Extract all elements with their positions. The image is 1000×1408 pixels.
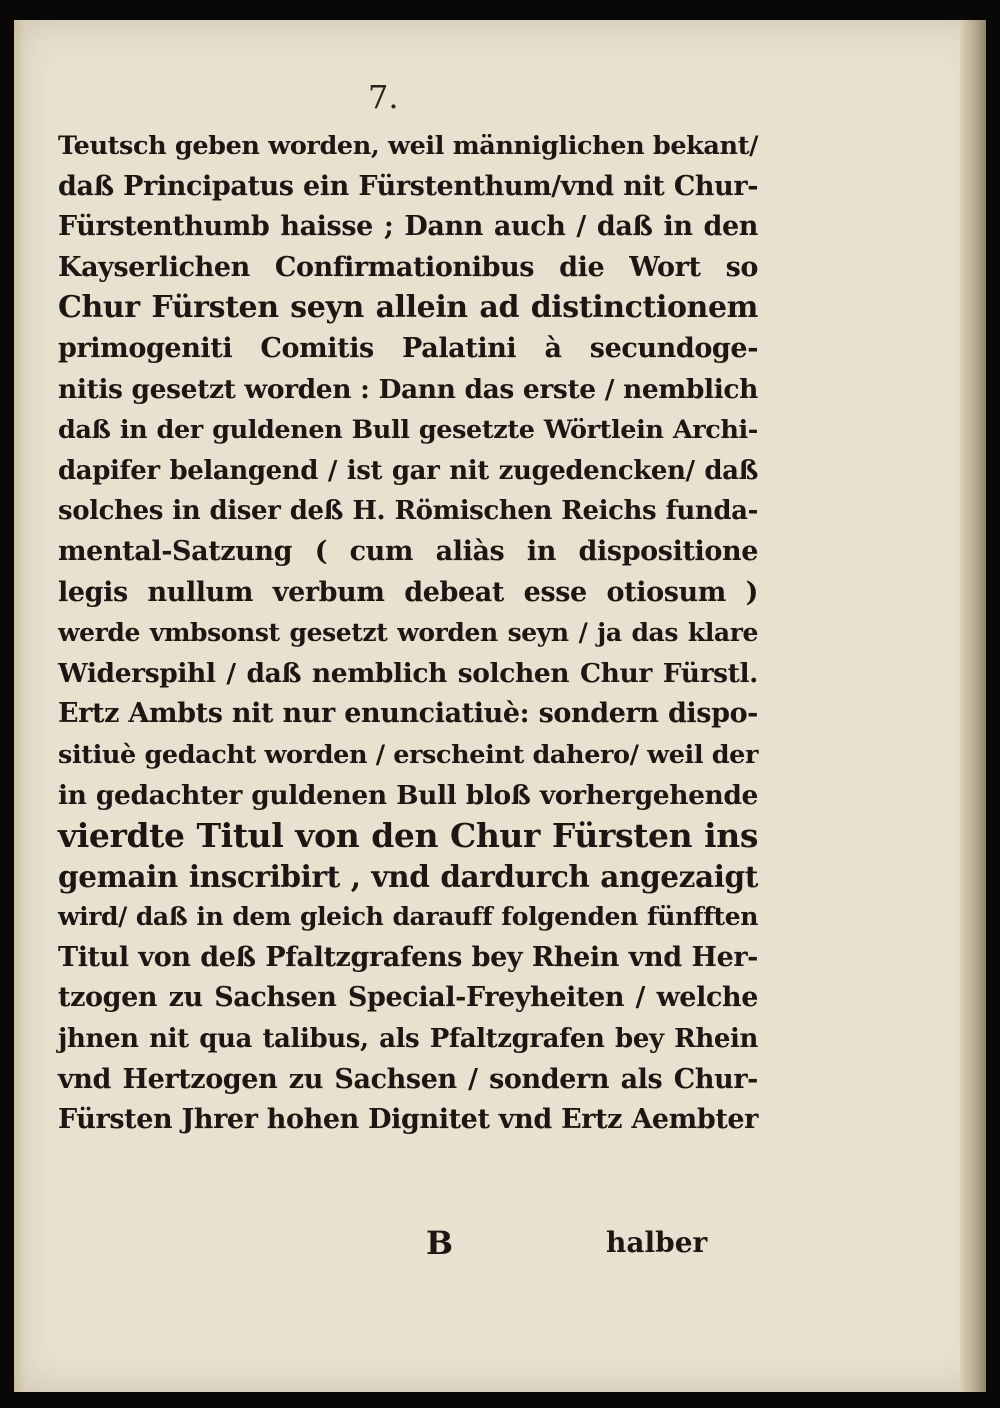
text-line: gemain inscribirt , vnd dardurch angezaigt	[58, 858, 758, 894]
text-line: jhnen nit qua talibus, als Pfaltzgrafen bey Rhein	[58, 1024, 758, 1055]
text-line: mental-Satzung ( cum aliàs in dispositione	[58, 535, 758, 567]
text-line: werde vmbsonst gesetzt worden seyn / ja das klare	[58, 618, 758, 648]
text-line: sitiuè gedacht worden / erscheint dahero/ weil der	[58, 739, 758, 770]
page-footer	[14, 1224, 986, 1268]
text-line: daß Principatus ein Fürstenthum/vnd nit Chur-	[58, 170, 758, 202]
text-line: Fürsten Jhrer hohen Dignitet vnd Ertz Aembter	[58, 1104, 758, 1136]
catchword: halber	[606, 1226, 708, 1259]
text-line: daß in der guldenen Bull gesetzte Wörtlein Archi-	[58, 415, 758, 446]
text-line: vierdte Titul von den Chur Fürsten ins	[58, 816, 758, 856]
body-text	[58, 126, 758, 1141]
text-line: primogeniti Comitis Palatini à secundoge-	[58, 332, 758, 364]
page-number: 7.	[368, 78, 399, 116]
text-line: Titul von deß Pfaltzgrafens bey Rhein vnd Her-	[58, 941, 758, 973]
text-line: wird/ daß in dem gleich darauff folgenden fünfften	[58, 902, 758, 932]
text-line: in gedachter guldenen Bull bloß vorhergehende	[58, 779, 758, 811]
text-line: legis nullum verbum debeat esse otiosum )	[58, 576, 758, 608]
text-line: solches in diser deß H. Römischen Reichs funda-	[58, 496, 758, 527]
text-line: tzogen zu Sachsen Special-Freyheiten / welche	[58, 982, 758, 1014]
text-line: Widerspihl / daß nemblich solchen Chur Fürstl.	[58, 657, 758, 689]
page-left-edge	[14, 20, 24, 1392]
text-line: nitis gesetzt worden : Dann das erste / nemblich	[58, 373, 758, 405]
book-page	[14, 20, 986, 1392]
text-line: Chur Fürsten seyn allein ad distinctionem	[58, 290, 758, 326]
text-line: Ertz Ambts nit nur enunciatiuè: sondern dispo-	[58, 698, 758, 730]
text-line: Kayserlichen Confirmationibus die Wort so	[58, 251, 758, 283]
text-line: dapifer belangend / ist gar nit zugedencken/ daß	[58, 455, 758, 486]
text-line: Teutsch geben worden, weil männiglichen bekant/	[58, 131, 758, 161]
text-line: vnd Hertzogen zu Sachsen / sondern als Chur-	[58, 1063, 758, 1095]
text-line: Fürstenthumb haisse ; Dann auch / daß in den	[58, 211, 758, 243]
signature-mark: B	[426, 1224, 454, 1262]
page-gutter-shadow	[960, 20, 986, 1392]
